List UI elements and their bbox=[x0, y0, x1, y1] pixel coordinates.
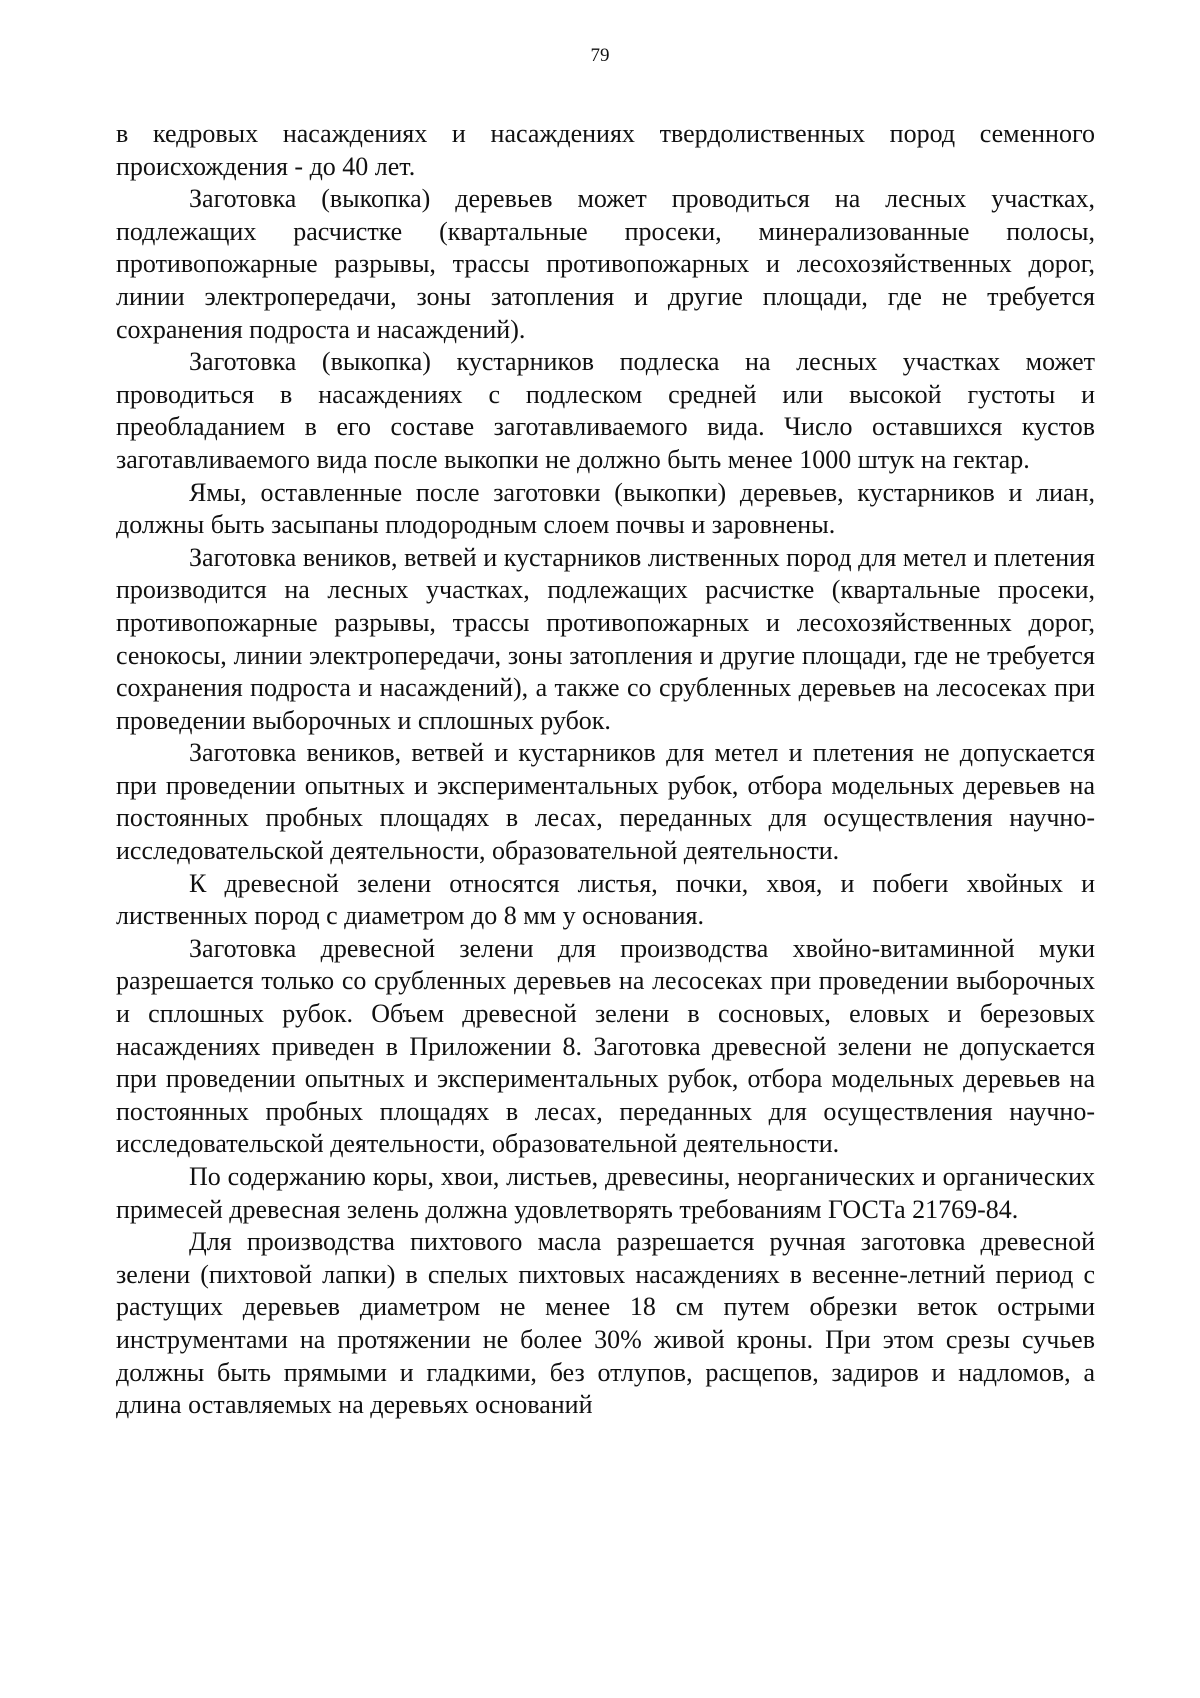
paragraph-brooms-harvest: Заготовка веников, ветвей и кустарников лиственных пород для метел и плетения производится на лесных участках, подлежащих расчистке (квартальные просеки, противопожарные разрывы, трассы противопожарных и лесохозяйственных дорог, сенокосы, линии электропередачи, зоны затопления и другие площади, где не требуется сохранения подроста и насаждений), а также со срубленных деревьев на лесосеках при проведении выборочных и сплошных рубок. bbox=[116, 542, 1095, 735]
paragraph-brooms-restriction: Заготовка веников, ветвей и кустарников для метел и плетения не допускается при проведении опытных и экспериментальных рубок, отбора модельных деревьев на постоянных пробных площадях в лесах, переданных для осуществления научно-исследовательской деятельности, образовательной деятельности. bbox=[116, 738, 1095, 866]
paragraph-green-standard: По содержанию коры, хвои, листьев, древесины, неорганических и органических примесей древесная зелень должна удовлетворять требованиям ГОСТа 21769-84. bbox=[116, 1162, 1095, 1224]
paragraph-green-harvest: Заготовка древесной зелени для производства хвойно-витаминной муки разрешается только со срубленных деревьев на лесосеках при проведении выборочных и сплошных рубок. Объем древесной зелени в сосновых, еловых и березовых насаждениях приведен в Приложении 8. Заготовка древесной зелени не допускается при проведении опытных и экспериментальных рубок, отбора модельных деревьев на постоянных пробных площадях в лесах, переданных для осуществления научно-исследовательской деятельности, образовательной деятельности. bbox=[116, 933, 1095, 1159]
paragraph-pits: Ямы, оставленные после заготовки (выкопки) деревьев, кустарников и лиан, должны быть засыпаны плодородным слоем почвы и заровнены. bbox=[116, 477, 1095, 540]
paragraph-shrub-digging: Заготовка (выкопка) кустарников подлеска на лесных участках может проводиться в насаждениях с подлеском средней или высокой густоты и преобладанием в его составе заготавливаемого вида. Число оставшихся кустов заготавливаемого вида после выкопки не должно быть менее 1000 штук на гектар. bbox=[116, 347, 1095, 474]
document-body bbox=[116, 118, 1095, 1422]
paragraph-tree-digging: Заготовка (выкопка) деревьев может проводиться на лесных участках, подлежащих расчистке (квартальные просеки, минерализованные полосы, противопожарные разрывы, трассы противопожарных и лесохозяйственных дорог, линии электропередачи, зоны затопления и другие площади, где не требуется сохранения подроста и насаждений). bbox=[116, 184, 1095, 344]
paragraph-continuation: в кедровых насаждениях и насаждениях твердолиственных пород семенного происхождения - до 40 лет. bbox=[116, 119, 1095, 181]
page-number: 79 bbox=[590, 45, 610, 66]
paragraph-green-definition: К древесной зелени относятся листья, почки, хвоя, и побеги хвойных и лиственных пород с диаметром до 8 мм у основания. bbox=[116, 868, 1095, 931]
paragraph-fir-oil: Для производства пихтового масла разрешается ручная заготовка древесной зелени (пихтовой лапки) в спелых пихтовых насаждениях в весенне-летний период с растущих деревьев диаметром не менее 18 см путем обрезки веток острыми инструментами на протяжении не более 30% живой кроны. При этом срезы сучьев должны быть прямыми и гладкими, без отлупов, расщепов, задиров и надломов, а длина оставляемых на деревьях оснований bbox=[116, 1227, 1095, 1420]
